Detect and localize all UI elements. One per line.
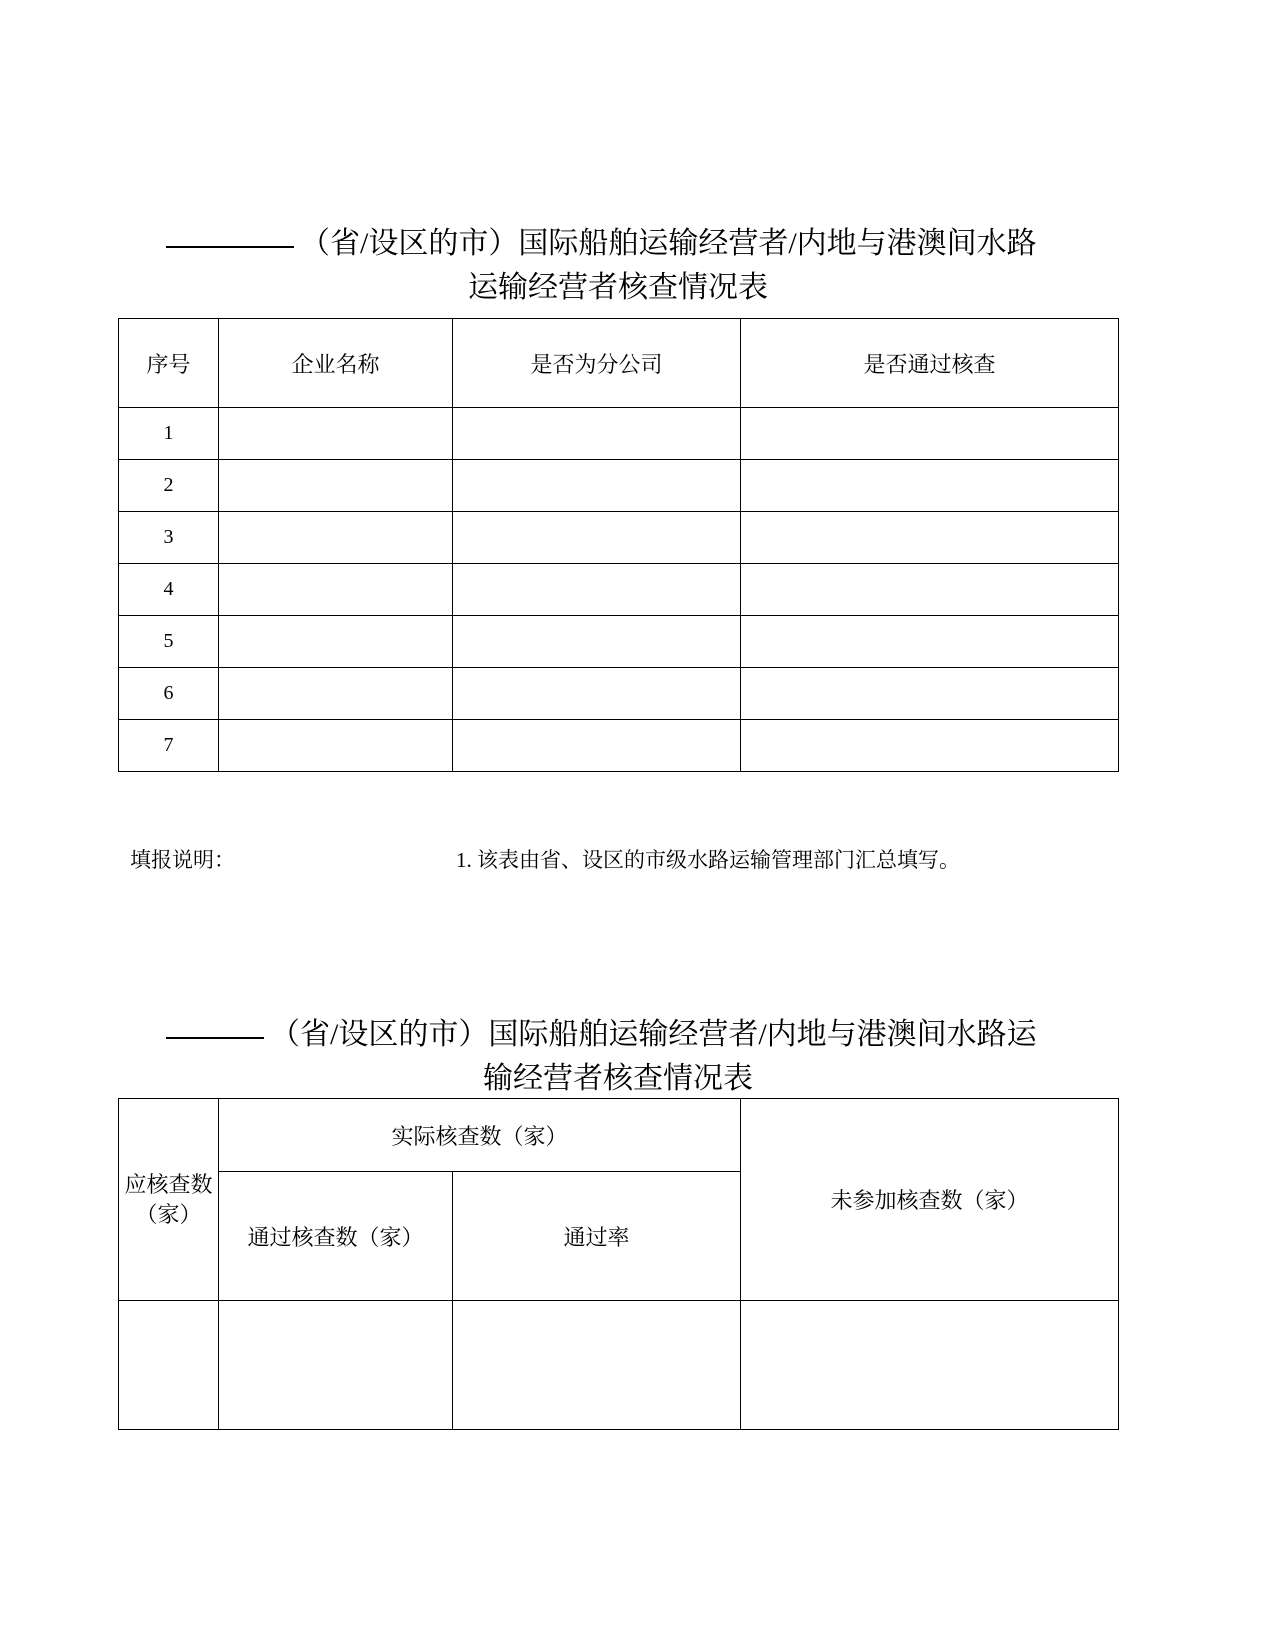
verification-table-one (118, 318, 1119, 772)
column-header-index: 序号 (119, 319, 219, 408)
form-instructions (118, 843, 1118, 883)
row-index-cell: 7 (119, 720, 219, 772)
passed-check-cell[interactable] (741, 720, 1119, 772)
pass-rate-value-cell[interactable] (453, 1301, 741, 1430)
should-check-line-1: 应核查数 (124, 1171, 213, 1197)
summary-header-row-top (119, 1099, 1119, 1172)
title-two-line-2: 输经营者核查情况表 (483, 1062, 753, 1095)
row-index-cell: 4 (119, 564, 219, 616)
column-header-passed-count: 通过核查数（家） (219, 1172, 453, 1301)
passed-check-cell[interactable] (741, 668, 1119, 720)
row-index-cell: 3 (119, 512, 219, 564)
passed-check-cell[interactable] (741, 408, 1119, 460)
is-branch-cell[interactable] (453, 460, 741, 512)
title-one-line-1-text: （省/设区的市）国际船舶运输经营者/内地与港澳间水路 (300, 227, 1037, 260)
row-index-cell: 1 (119, 408, 219, 460)
is-branch-cell[interactable] (453, 408, 741, 460)
table-row (119, 616, 1119, 668)
group-header-actual-check: 实际核查数（家） (219, 1099, 741, 1172)
instructions-item-1: 1. 该表由省、设区的市级水路运输管理部门汇总填写。 (456, 848, 960, 872)
company-name-cell[interactable] (219, 460, 453, 512)
table-row (119, 460, 1119, 512)
column-header-passed-check: 是否通过核查 (741, 319, 1119, 408)
is-branch-cell[interactable] (453, 512, 741, 564)
passed-check-cell[interactable] (741, 512, 1119, 564)
passed-check-cell[interactable] (741, 564, 1119, 616)
company-name-cell[interactable] (219, 668, 453, 720)
should-check-value-cell[interactable] (119, 1301, 219, 1430)
page-title-one (118, 222, 1118, 310)
title-two-line-1-text: （省/设区的市）国际船舶运输经营者/内地与港澳间水路运 (270, 1018, 1037, 1051)
is-branch-cell[interactable] (453, 668, 741, 720)
passed-count-value-cell[interactable] (219, 1301, 453, 1430)
title-one-line-2: 运输经营者核查情况表 (468, 271, 768, 304)
title-one-line-1 (118, 222, 1118, 266)
column-header-should-check (119, 1099, 219, 1301)
column-header-pass-rate: 通过率 (453, 1172, 741, 1301)
company-name-cell[interactable] (219, 564, 453, 616)
is-branch-cell[interactable] (453, 616, 741, 668)
column-header-company-name: 企业名称 (219, 319, 453, 408)
passed-check-cell[interactable] (741, 460, 1119, 512)
is-branch-cell[interactable] (453, 720, 741, 772)
title-two-line-1 (118, 1013, 1118, 1057)
company-name-cell[interactable] (219, 408, 453, 460)
company-name-cell[interactable] (219, 720, 453, 772)
company-name-cell[interactable] (219, 616, 453, 668)
instructions-label: 填报说明： (130, 848, 235, 872)
is-branch-cell[interactable] (453, 564, 741, 616)
column-header-is-branch: 是否为分公司 (453, 319, 741, 408)
summary-table-two (118, 1098, 1119, 1430)
fill-in-blank-rule-two[interactable] (166, 1037, 264, 1039)
should-check-line-2: （家） (135, 1201, 202, 1227)
summary-body-row (119, 1301, 1119, 1430)
not-participated-value-cell[interactable] (741, 1301, 1119, 1430)
table-row (119, 668, 1119, 720)
row-index-cell: 5 (119, 616, 219, 668)
table-row (119, 408, 1119, 460)
company-name-cell[interactable] (219, 512, 453, 564)
passed-check-cell[interactable] (741, 616, 1119, 668)
table-row (119, 720, 1119, 772)
table-one-header-row (119, 319, 1119, 408)
row-index-cell: 6 (119, 668, 219, 720)
table-row (119, 512, 1119, 564)
fill-in-blank-rule-one[interactable] (166, 246, 294, 248)
column-header-not-participated: 未参加核查数（家） (741, 1099, 1119, 1301)
row-index-cell: 2 (119, 460, 219, 512)
page-title-two (118, 1013, 1118, 1101)
table-row (119, 564, 1119, 616)
